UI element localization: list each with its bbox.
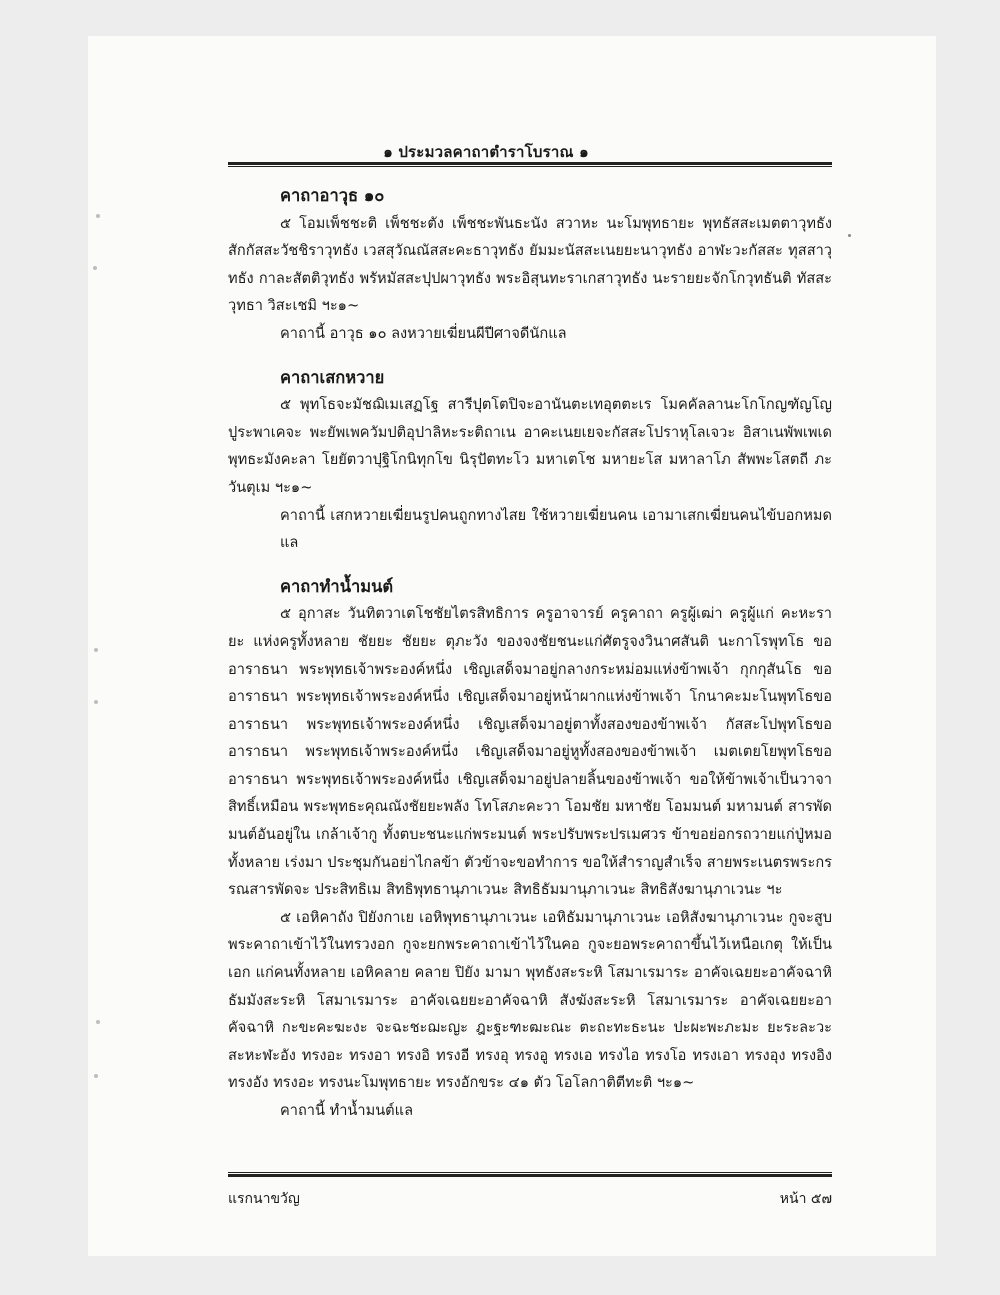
document-body [228, 182, 832, 1125]
scan-speck [94, 648, 98, 652]
section-note: คาถานี้ เสกหวายเฆี่ยนรูปคนถูกทางไสย ใช้หวายเฆี่ยนคน เอามาเสกเฆี่ยนคนไข้บอกหมดแล [280, 506, 832, 552]
scan-speck [94, 700, 98, 704]
section-paragraph: ๕ พุทโธจะมัชฌิเมเสฏโฐ สารีปุตโตปิจะอานันตะเทอุตตะเร โมคคัลลานะโกโกญฑัญโญ ปูระพาเคจะ พะยัพเพควัมปติอุปาลิหะระติถาเน อาคะเนยเยจะกัสสะโปราหุโลเจวะ อิสาเนพัพเพเด พุทธะมังคะลา โยยัตวาปุฐิโกนิทุกโข นิรุปัตทะโว มหาเตโช มหายะโส มหาลาโภ สัพพะโสตถี ภะวันตุเม ฯะ๑~ [228, 396, 832, 496]
scan-speck [848, 234, 851, 237]
page-number: หน้า ๕๗ [779, 1191, 832, 1207]
footer-rule [228, 1172, 832, 1177]
scan-speck [96, 214, 100, 218]
section-heading: คาถาทำน้ำมนต์ [280, 576, 394, 596]
footer-book-title: แรกนาขวัญ [228, 1191, 300, 1207]
section-heading: คาถาเสกหวาย [280, 367, 385, 387]
header-rule [228, 162, 832, 167]
section-note: คาถานี้ ทำน้ำมนต์แล [280, 1102, 414, 1119]
scan-speck [94, 1074, 98, 1078]
section-paragraph: ๕ เอหิคาถัง ปิยังกาเย เอหิพุทธานุภาเวนะ เอหิธัมมานุภาเวนะ เอหิสังฆานุภาเวนะ กูจะสูบ พระคาถาเข้าไว้ในทรวงอก กูจะยกพระคาถาเข้าไว้ในคอ กูจะยอพระคาถาขึ้นไว้เหนือเกตุ ให้เป็นเอก แก่คนทั้งหลาย เอหิคลาย คลาย ปิยัง มามา พุทธังสะระหิ โสมาเรมาระ อาคัจเฉยยะอาคัจฉาหิ ธัมมังสะระหิ โสมาเรมาระ อาคัจเฉยยะอาคัจฉาหิ สังฆังสะระหิ โสมาเรมาระ อาคัจเฉยยะอาคัจฉาหิ กะขะคะฆะงะ จะฉะชะฌะญะ ฎะฐะฑะฒะณะ ตะถะทะธะนะ ปะผะพะภะมะ ยะระละวะ สะหะฬะอัง ทรงอะ ทรงอา ทรงอิ ทรงอี ทรงอุ ทรงอู ทรงเอ ทรงไอ ทรงโอ ทรงเอา ทรงอุง ทรงอิง ทรงอัง ทรงอะ ทรงนะโมพุทธายะ ทรงอักขระ ๔๑ ตัว โอโลกาติตีทะติ ฯะ๑~ [228, 908, 832, 1092]
scan-speck [93, 266, 97, 270]
section-heading: คาถาอาวุธ ๑๐ [280, 186, 385, 205]
section-paragraph: ๕ โอมเพ็ชชะติ เพ็ชชะตัง เพ็ชชะพันธะนัง สวาหะ นะโมพุทธายะ พุทธัสสะเมตตาวุทธัง สักกัสสะวัชชิราวุทธัง เวสสุวัณณัสสะคะธาวุทธัง ยัมมะนัสสะเนยยะนาวุทธัง อาฬะวะกัสสะ ทุสสาวุทธัง กาละสัตติวุทธัง พรัหมัสสะปุปผาวุทธัง พระอิสุนทะราเกสาวุทธัง นะรายยะจักโกวุทธันติ ทัสสะวุทธา วิสะเชมิ ฯะ๑~ [228, 214, 832, 315]
section-note: คาถานี้ อาวุธ ๑๐ ลงหวายเฆี่ยนผีปีศาจดีนักแล [280, 324, 567, 342]
running-title: ๑ ประมวลคาถาตำราโบราณ ๑ [383, 143, 589, 161]
section-paragraph: ๕ อุกาสะ วันทิตวาเตโชชัยไตรสิทธิการ ครูอาจารย์ ครูคาถา ครูผู้เฒ่า ครูผู้แก่ คะหะรายะ แห่งครูทั้งหลาย ชัยยะ ชัยยะ ตุภะวัง ของจงชัยชนะแก่ศัตรูจงวินาศสันติ นะกาโรพุทโธ ขออาราธนา พระพุทธเจ้าพระองค์หนึ่ง เชิญเสด็จมาอยู่กลางกระหม่อมแห่งข้าพเจ้า กุกกุสันโธ ขออาราธนา พระพุทธเจ้าพระองค์หนึ่ง เชิญเสด็จมาอยู่หน้าผากแห่งข้าพเจ้า โกนาคะมะโนพุทโธขออาราธนา พระพุทธเจ้าพระองค์หนึ่ง เชิญเสด็จมาอยู่ตาทั้งสองของข้าพเจ้า กัสสะโปพุทโธขออาราธนา พระพุทธเจ้าพระองค์หนึ่ง เชิญเสด็จมาอยู่หูทั้งสองของข้าพเจ้า เมตเตยโยพุทโธขออาราธนา พระพุทธเจ้าพระองค์หนึ่ง เชิญเสด็จมาอยู่ปลายลิ้นของข้าพเจ้า ขอให้ข้าพเจ้าเป็นวาจาสิทธิ์เหมือน พระพุทธะคุณณังชัยยะพลัง โทโสภะคะวา โอมชัย มหาชัย โอมมนต์ มหามนต์ สารพัดมนต์อันอยู่ใน เกล้าเจ้ากู ทั้งตบะชนะแก่พระมนต์ พระปรับพระปรเมศวร ข้าขอย่อกรถวายแก่ปู่หมอทั้งหลาย เร่งมา ประชุมกันอย่าไกลข้า ตัวข้าจะขอทำการ ขอให้สำราญสำเร็จ สายพระเนตรพระกรรณสารพัดจะ ประสิทธิเม สิทธิพุทธานุภาเวนะ สิทธิธัมมานุภาเวนะ สิทธิสังฆานุภาเวนะ ฯะ [228, 605, 832, 899]
scan-speck [96, 1020, 100, 1024]
